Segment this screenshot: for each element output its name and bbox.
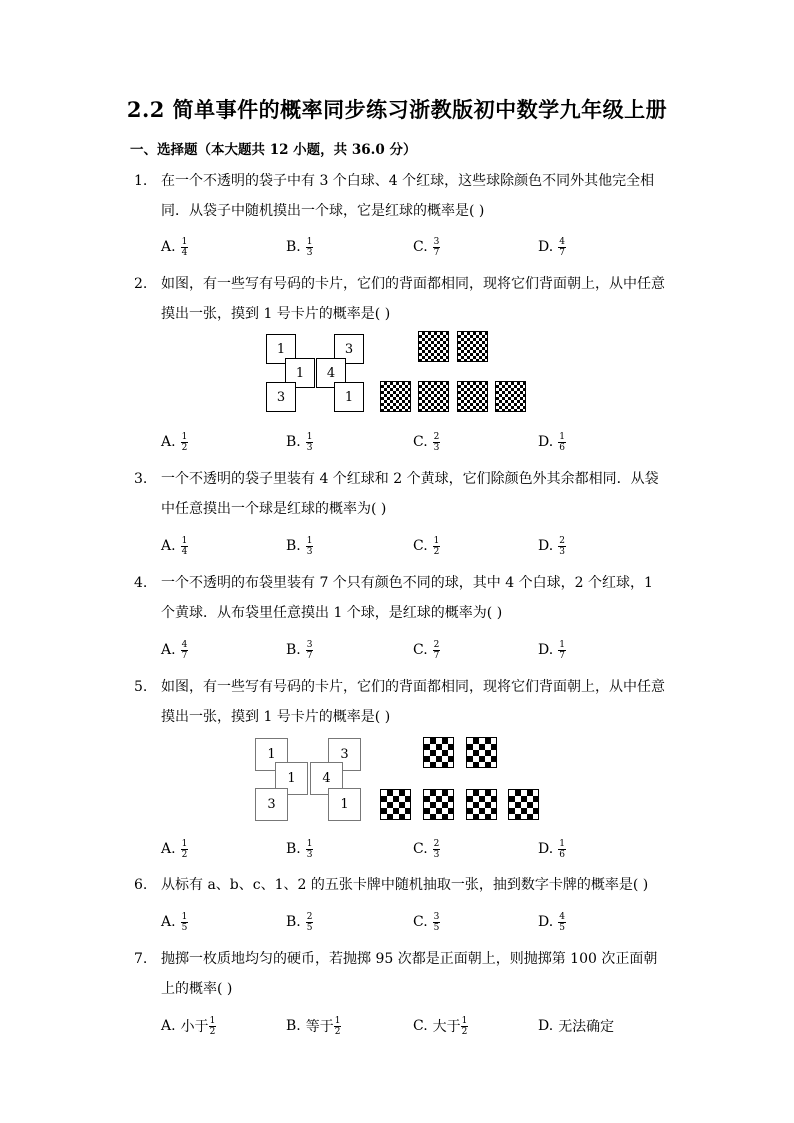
card-back [457, 331, 488, 362]
option-d [538, 633, 566, 667]
denominator: 4 [181, 546, 188, 557]
denominator: 3 [433, 442, 440, 453]
option-a [161, 633, 188, 667]
fraction [433, 432, 441, 453]
denominator: 2 [209, 1026, 216, 1037]
option-b [286, 905, 313, 939]
option-a [161, 529, 188, 563]
numerator: 1 [181, 431, 188, 442]
numerator: 1 [181, 236, 188, 247]
card-back [457, 381, 488, 412]
numerator: 1 [559, 639, 565, 650]
fraction [306, 237, 314, 258]
denominator: 7 [306, 650, 313, 661]
option-label: D. [538, 841, 554, 857]
fraction [306, 536, 314, 557]
option-label: D. [538, 434, 554, 450]
option-label: A. [161, 434, 176, 450]
denominator: 3 [306, 546, 313, 557]
option-label: C. [413, 538, 428, 554]
numerator: 1 [306, 236, 313, 247]
denominator: 5 [306, 922, 313, 933]
option-label: B. [286, 538, 301, 554]
number-card: 1 [285, 358, 315, 388]
option-label: D. [538, 538, 554, 554]
fraction [433, 536, 441, 557]
option-label: D. [538, 1018, 554, 1034]
denominator: 5 [433, 922, 440, 933]
numerator: 2 [433, 838, 440, 849]
fraction [181, 536, 189, 557]
fraction [181, 432, 189, 453]
fraction [558, 839, 566, 860]
denominator: 6 [559, 849, 565, 860]
card-back [418, 381, 449, 412]
option-d [538, 425, 566, 459]
card-back [380, 789, 411, 820]
denominator: 5 [181, 922, 188, 933]
option-text: 小于 [180, 1019, 209, 1035]
fraction [181, 640, 189, 661]
option-c [413, 633, 440, 667]
page-title: 2.2 简单事件的概率同步练习浙教版初中数学九年级上册 [126, 97, 668, 122]
option-d [538, 905, 566, 939]
question-number: 4. [134, 575, 148, 591]
numerator: 2 [433, 431, 440, 442]
card-back [466, 789, 497, 820]
option-b [286, 1009, 341, 1043]
option-label: C. [413, 434, 428, 450]
options-3 [161, 529, 681, 563]
option-a [161, 832, 188, 866]
number-card: 3 [334, 334, 364, 364]
option-c [413, 832, 440, 866]
option-label: C. [413, 1018, 428, 1034]
numerator: 3 [433, 236, 440, 247]
section-heading: 一、选择题（本大题共 12 小题，共 36.0 分） [130, 142, 417, 158]
fraction [433, 640, 441, 661]
options-2 [161, 425, 681, 459]
option-b [286, 832, 313, 866]
question-number: 3. [134, 471, 148, 487]
denominator: 3 [559, 546, 565, 557]
numerator: 4 [559, 236, 565, 247]
option-label: A. [161, 1018, 176, 1034]
question-stem: 在一个不透明的袋子中有 3 个白球、4 个红球，这些球除颜色不同外其他完全相同．从袋子中随机摸出一个球，它是红球的概率是( ) [161, 173, 655, 219]
option-c [413, 905, 440, 939]
option-label: A. [161, 239, 176, 255]
denominator: 7 [181, 650, 188, 661]
option-text: 无法确定 [558, 1019, 615, 1035]
option-label: D. [538, 914, 554, 930]
number-card: 1 [266, 334, 296, 364]
question-stem: 抛掷一枚质地均匀的硬币，若抛掷 95 次都是正面朝上，则抛掷第 100 次正面朝上的概率( ) [161, 951, 658, 997]
numerator: 3 [433, 911, 440, 922]
option-label: A. [161, 642, 176, 658]
numerator: 2 [306, 911, 313, 922]
options-6 [161, 905, 681, 939]
denominator: 7 [559, 247, 565, 258]
option-c [413, 1009, 468, 1043]
numerator: 2 [433, 639, 440, 650]
card-back [423, 737, 454, 768]
question-number: 5. [134, 679, 148, 695]
question-stem: 一个不透明的布袋里装有 7 个只有颜色不同的球，其中 4 个白球，2 个红球，1 个黄球．从布袋里任意摸出 1 个球，是红球的概率为( ) [161, 575, 653, 621]
number-card: 1 [328, 788, 361, 821]
denominator: 2 [181, 849, 188, 860]
fraction [433, 237, 441, 258]
card-back [466, 737, 497, 768]
number-card: 4 [310, 762, 343, 795]
numerator: 1 [559, 431, 565, 442]
option-label: B. [286, 434, 301, 450]
denominator: 7 [433, 247, 440, 258]
numerator: 1 [181, 911, 188, 922]
option-c [413, 529, 440, 563]
number-card: 1 [275, 762, 308, 795]
denominator: 7 [433, 650, 440, 661]
denominator: 7 [559, 650, 565, 661]
option-label: B. [286, 914, 301, 930]
denominator: 3 [306, 442, 313, 453]
option-b [286, 529, 313, 563]
question-number: 2. [134, 276, 148, 292]
option-b [286, 425, 313, 459]
option-label: A. [161, 841, 176, 857]
fraction [334, 1016, 342, 1037]
denominator: 2 [334, 1026, 341, 1037]
question-number: 7. [134, 951, 148, 967]
question-stem: 从标有 a、b、c、1、2 的五张卡牌中随机抽取一张，抽到数字卡牌的概率是( ) [161, 877, 649, 893]
denominator: 6 [559, 442, 565, 453]
fraction [461, 1016, 469, 1037]
option-a [161, 425, 188, 459]
question-stem: 一个不透明的袋子里装有 4 个红球和 2 个黄球，它们除颜色外其余都相同．从袋中任意摸出一个球是红球的概率为( ) [161, 471, 659, 517]
numerator: 2 [559, 535, 565, 546]
fraction [558, 237, 566, 258]
option-label: C. [413, 239, 428, 255]
option-b [286, 633, 313, 667]
option-text: 等于 [305, 1019, 334, 1035]
option-b [286, 230, 313, 264]
numerator: 1 [334, 1015, 341, 1026]
option-label: C. [413, 914, 428, 930]
number-card: 1 [255, 738, 288, 771]
fraction [558, 536, 566, 557]
option-label: A. [161, 914, 176, 930]
card-back [423, 789, 454, 820]
option-label: B. [286, 642, 301, 658]
options-1 [161, 230, 681, 264]
number-card: 3 [328, 738, 361, 771]
number-card: 4 [316, 358, 346, 388]
numerator: 4 [181, 639, 188, 650]
question-stem: 如图，有一些写有号码的卡片，它们的背面都相同，现将它们背面朝上，从中任意摸出一张，摸到 1 号卡片的概率是( ) [161, 276, 665, 322]
options-4 [161, 633, 681, 667]
option-d [538, 529, 566, 563]
fraction [306, 432, 314, 453]
numerator: 1 [181, 535, 188, 546]
fraction [306, 640, 314, 661]
option-label: B. [286, 239, 301, 255]
question-stem: 如图，有一些写有号码的卡片，它们的背面都相同，现将它们背面朝上，从中任意摸出一张，摸到 1 号卡片的概率是( ) [161, 679, 665, 725]
option-label: D. [538, 642, 554, 658]
option-c [413, 230, 440, 264]
option-d [538, 1009, 614, 1043]
numerator: 1 [461, 1015, 468, 1026]
option-label: B. [286, 1018, 301, 1034]
denominator: 3 [433, 849, 440, 860]
numerator: 1 [306, 431, 313, 442]
numerator: 1 [181, 838, 188, 849]
option-label: A. [161, 538, 176, 554]
option-text: 大于 [432, 1019, 461, 1035]
number-card: 3 [266, 382, 296, 412]
fraction [558, 432, 566, 453]
number-card: 3 [255, 788, 288, 821]
fraction [433, 912, 441, 933]
card-back [508, 789, 539, 820]
fraction [306, 912, 314, 933]
numerator: 1 [306, 838, 313, 849]
numerator: 1 [559, 838, 565, 849]
card-back [418, 331, 449, 362]
fraction [181, 237, 189, 258]
denominator: 4 [181, 247, 188, 258]
number-card: 1 [334, 382, 364, 412]
numerator: 1 [306, 535, 313, 546]
option-label: C. [413, 841, 428, 857]
denominator: 2 [181, 442, 188, 453]
fraction [558, 640, 566, 661]
denominator: 2 [433, 546, 440, 557]
option-a [161, 1009, 216, 1043]
fraction [306, 839, 314, 860]
fraction [433, 839, 441, 860]
fraction [181, 839, 189, 860]
options-7 [161, 1009, 681, 1043]
option-a [161, 230, 188, 264]
options-5 [161, 832, 681, 866]
denominator: 3 [306, 247, 313, 258]
numerator: 1 [433, 535, 440, 546]
denominator: 3 [306, 849, 313, 860]
option-a [161, 905, 188, 939]
numerator: 1 [209, 1015, 216, 1026]
option-label: B. [286, 841, 301, 857]
option-label: D. [538, 239, 554, 255]
denominator: 5 [559, 922, 565, 933]
fraction [181, 912, 189, 933]
card-back [380, 381, 411, 412]
question-number: 6. [134, 877, 148, 893]
denominator: 2 [461, 1026, 468, 1037]
question-number: 1. [134, 173, 148, 189]
option-c [413, 425, 440, 459]
option-label: C. [413, 642, 428, 658]
numerator: 4 [559, 911, 565, 922]
numerator: 3 [306, 639, 313, 650]
option-d [538, 230, 566, 264]
fraction [558, 912, 566, 933]
option-d [538, 832, 566, 866]
card-back [495, 381, 526, 412]
fraction [209, 1016, 217, 1037]
